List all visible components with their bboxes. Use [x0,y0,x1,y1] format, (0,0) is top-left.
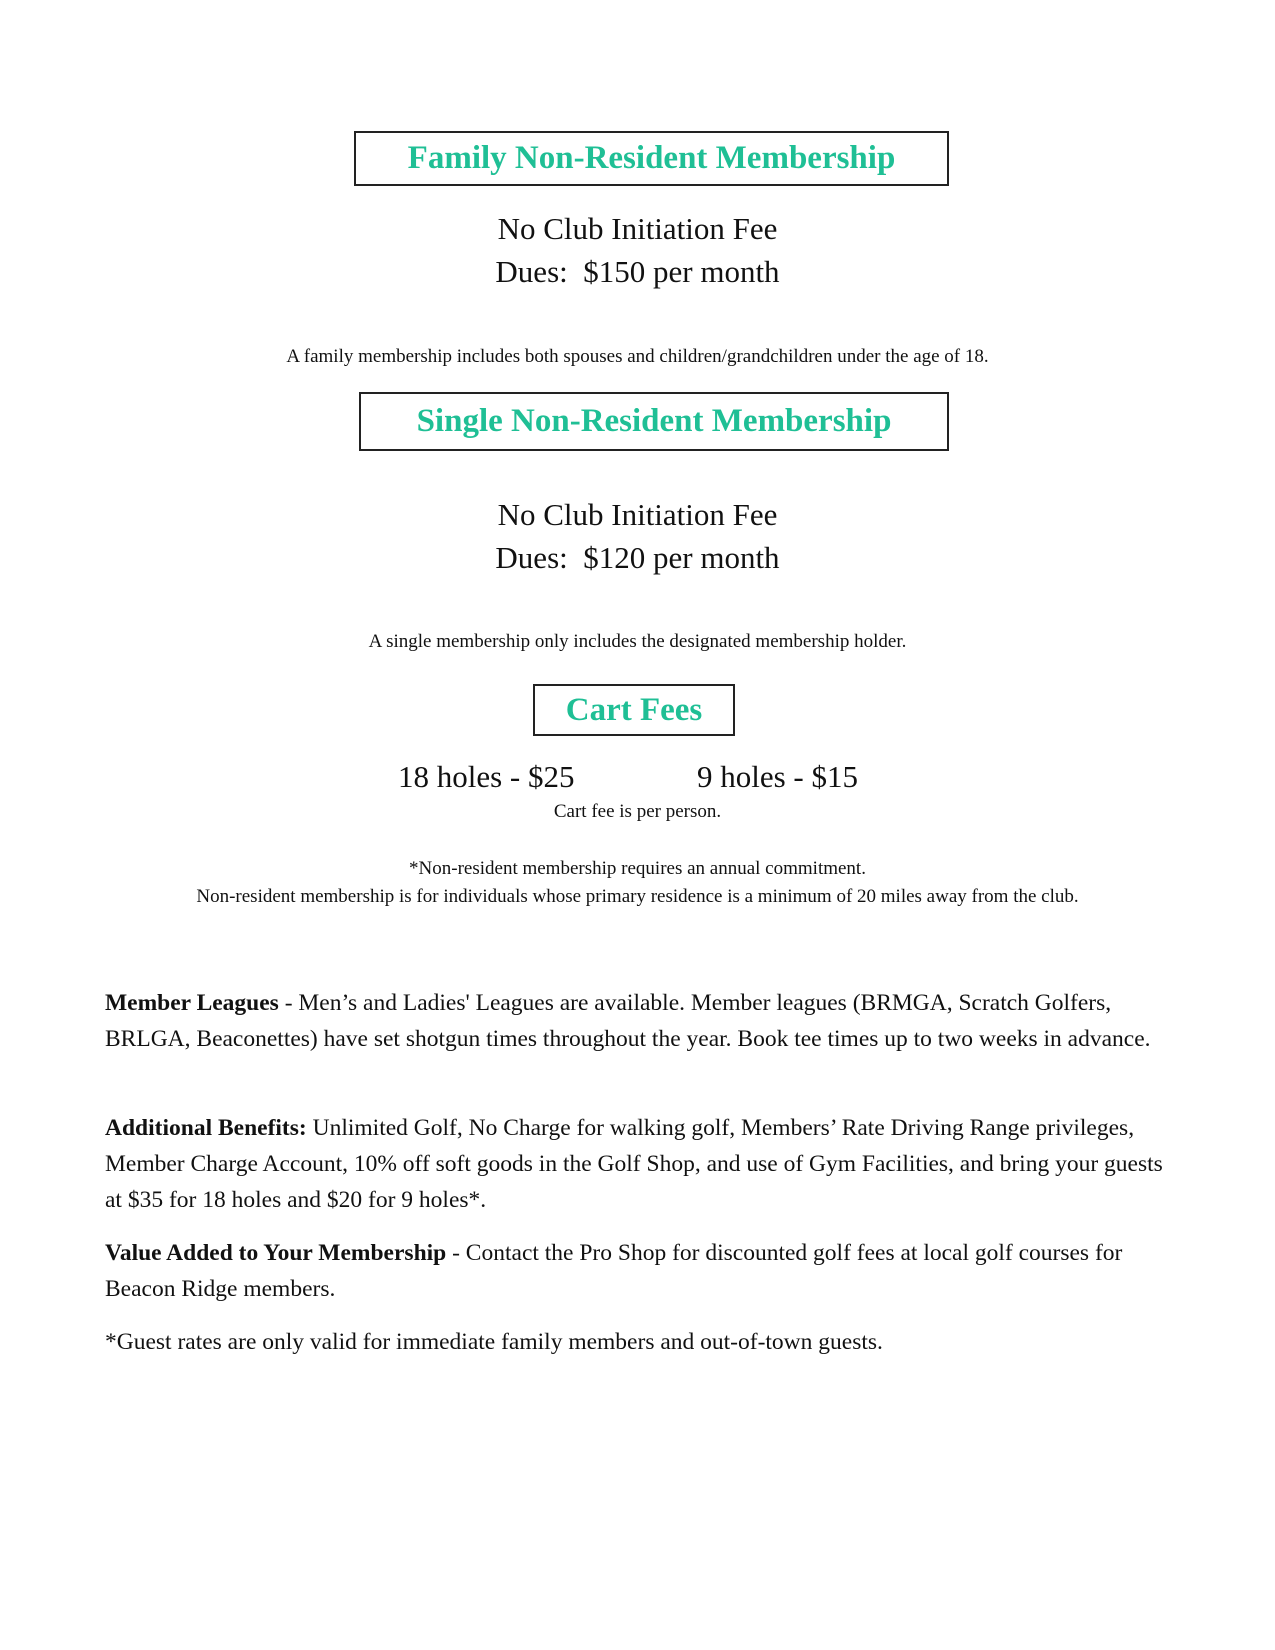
family-dues: Dues: $150 per month [495,254,780,289]
value-added-label: Value Added to Your Membership [105,1240,447,1266]
member-leagues-text: - Men’s and Ladies' Leagues are available. Member leagues (BRMGA, Scratch Golfers, BRLGA, Beaconettes) have set shotgun times throughout the year. Book tee times up to two weeks in advance. [105,990,1151,1052]
family-membership-heading: Family Non-Resident Membership [354,131,949,186]
additional-benefits-text: Unlimited Golf, No Charge for walking golf, Members’ Rate Driving Range privileges, Member Charge Account, 10% off soft goods in the Golf Shop, and use of Gym Facilities, and bring your guests at $35 for 18 holes and $20 for 9 holes*. [105,1115,1163,1213]
additional-benefits-label: Additional Benefits: [105,1115,307,1141]
single-membership-heading: Single Non-Resident Membership [359,392,949,451]
value-added-paragraph [105,1235,1175,1307]
residence-requirement-note: Non-resident membership is for individuals whose primary residence is a minimum of 20 miles away from the club. [196,886,1079,907]
cart-fee-9-holes: 9 holes - $15 [697,759,859,794]
cart-fee-18-holes: 18 holes - $25 [398,759,575,794]
family-initiation-fee: No Club Initiation Fee [497,211,778,246]
annual-commitment-note: *Non-resident membership requires an annual commitment. [409,858,866,879]
guest-rates-note: *Guest rates are only valid for immediate family members and out-of-town guests. [105,1329,883,1355]
single-membership-note: A single membership only includes the designated membership holder. [368,631,907,652]
value-added-text: - Contact the Pro Shop for discounted golf fees at local golf courses for Beacon Ridge members. [105,1240,1123,1302]
member-leagues-paragraph [105,985,1175,1057]
single-initiation-fee: No Club Initiation Fee [497,497,778,532]
member-leagues-label: Member Leagues [105,990,279,1016]
cart-fees-heading: Cart Fees [533,684,735,736]
cart-fee-note: Cart fee is per person. [553,801,722,822]
family-membership-note: A family membership includes both spouses and children/grandchildren under the age of 18. [286,346,989,367]
single-dues: Dues: $120 per month [495,540,780,575]
additional-benefits-paragraph [105,1110,1175,1218]
